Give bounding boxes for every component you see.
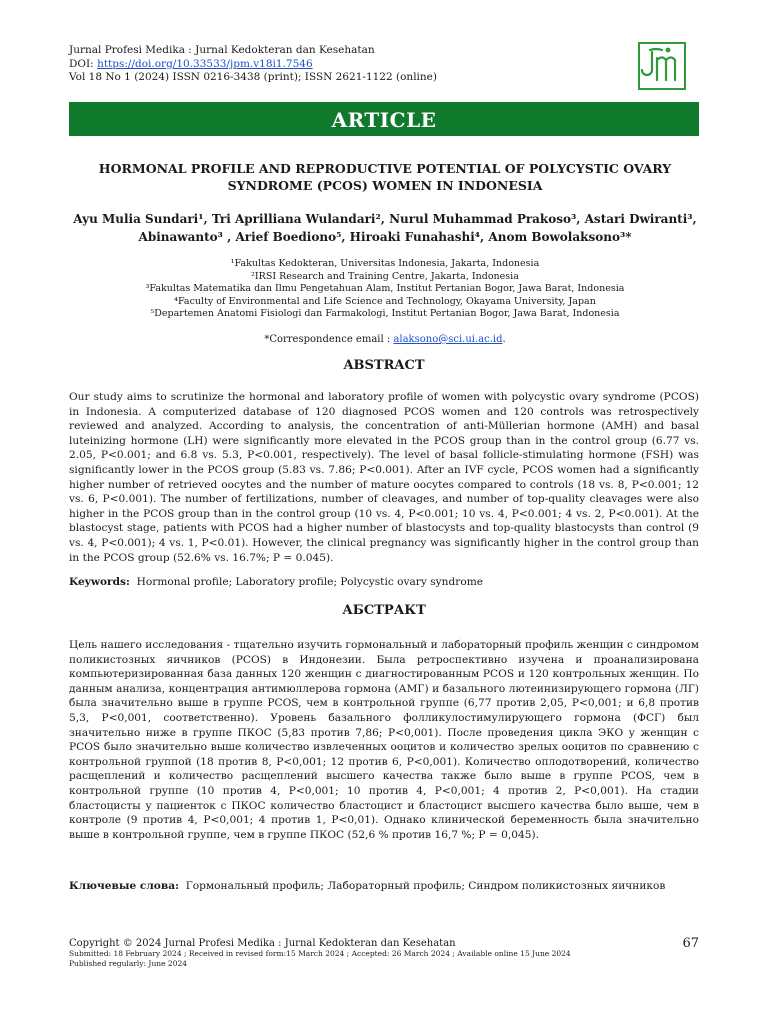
published-date: Published regularly: June 2024 xyxy=(69,958,188,968)
journal-logo-icon xyxy=(638,42,686,90)
keywords-text: Hormonal profile; Laboratory profile; Polycystic ovary syndrome xyxy=(136,576,484,588)
russian-keywords xyxy=(69,880,699,892)
correspondence-email-link[interactable]: alaksono@sci.ui.ac.id xyxy=(393,334,503,345)
doi-link[interactable]: https://doi.org/10.33533/jpm.v18i1.7546 xyxy=(97,57,313,70)
authors-line-1: Ayu Mulia Sundari¹, Tri Aprilliana Wulandari², Nurul Muhammad Prakoso³, Astari Dwiranti³, xyxy=(73,212,697,226)
journal-name: Jurnal Profesi Medika : Jurnal Kedokteran dan Kesehatan xyxy=(69,44,375,56)
doi-label: DOI: xyxy=(69,57,98,70)
paper-title: HORMONAL PROFILE AND REPRODUCTIVE POTENTIAL OF POLYCYSTIC OVARY SYNDROME (PCOS) WOMEN IN INDONESIA xyxy=(98,161,672,193)
russian-keywords-text: Гормональный профиль; Лабораторный профиль; Синдром поликистозных яичников xyxy=(185,880,666,892)
volume-info: Vol 18 No 1 (2024) ISSN 0216-3438 (print); ISSN 2621-1122 (online) xyxy=(69,71,437,83)
correspondence xyxy=(90,334,680,345)
affiliation-2: ²IRSI Research and Training Centre, Jakarta, Indonesia xyxy=(251,270,519,282)
affiliation-5: ⁵Departemen Anatomi Fisiologi dan Farmakologi, Institut Pertanian Bogor, Jawa Barat, Indonesia xyxy=(150,308,620,319)
author-list xyxy=(70,210,700,246)
correspondence-label: *Correspondence email : xyxy=(264,334,394,345)
affiliations xyxy=(90,258,680,321)
correspondence-end: . xyxy=(502,334,506,345)
russian-abstract-text: Цель нашего исследования - тщательно изучить гормональный и лабораторный профиль женщин с синдромом поликистозных яичников (PCOS) в Индонезии. Была ретроспективно изучена и проанализирована компьютеризированная база данных 120 женщин с диагностированным PCOS и 120 контрольных женщин. По данным анализа, концентрация антимюллерова гормона (АМГ) и базального лютеинизирующего гормона (ЛГ) была значительно выше в группе PCOS, чем в контрольной группе (6,77 против 2,05, P<0,001; и 6,8 против 5,3, P<0,001, соответственно). Уровень базального фолликулостимулирующего гормона (ФСГ) был значительно ниже в группе ПКОС (5,83 против 7,86; P<0,001). После проведения цикла ЭКО у женщин с PCOS было значительно выше количество извлеченных ооцитов и количество зрелых ооцитов по сравнению с контрольной группой (18 против 8, P<0,001; 12 против 6, P<0,001). Количество оплодотворений, количество расщеплений и количество расщеплений высшего качества также было выше в группе PCOS, чем в контрольной группе (10 против 4, P<0,001; 10 против 4, P<0,001; 4 против 2, P<0,001). На стадии бластоцисты у пациенток с ПКОС количество бластоцист и бластоцист высшего качества было выше, чем в контроле (9 против 4, P<0,001; 4 против 1, P<0,01). Однако клинической беременность была значительно выше в контрольной группе, чем в группе ПКОС (52,6 % против 16,7 %; P = 0,045). xyxy=(69,639,699,841)
page-footer xyxy=(69,938,699,968)
copyright: Copyright © 2024 Jurnal Profesi Medika : Jurnal Kedokteran dan Kesehatan xyxy=(69,938,456,949)
affiliation-4: ⁴Faculty of Environmental and Life Science and Technology, Okayama University, Japan xyxy=(174,295,596,307)
submission-dates: Submitted: 18 February 2024 ; Received in revised form:15 March 2024 ; Accepted: 26 March 2024 ; Available online 15 June 2024 xyxy=(69,949,571,958)
keywords xyxy=(69,576,699,588)
page-number: 67 xyxy=(682,936,699,951)
keywords-label: Keywords: xyxy=(69,576,130,588)
russian-abstract-heading: АБСТРАКТ xyxy=(342,603,426,618)
abstract-text: Our study aims to scrutinize the hormonal and laboratory profile of women with polycystic ovary syndrome (PCOS) in Indonesia. A computerized database of 120 diagnosed PCOS women and 120 controls was retrospectively reviewed and analyzed. According to analysis, the concentration of anti-Müllerian hormone (AMH) and basal luteinizing hormone (LH) were significantly more elevated in the PCOS group than in the control group (6.77 vs. 2.05, P<0.001; and 6.8 vs. 5.3, P<0.001, respectively). The level of basal follicle-stimulating hormone (FSH) was significantly lower in the PCOS group (5.83 vs. 7.86; P<0.001). After an IVF cycle, PCOS women had a significantly higher number of retrieved oocytes and the number of mature oocytes compared to controls (18 vs. 8, P<0.001; 12 vs. 6, P<0.001). The number of fertilizations, number of cleavages, and number of top-quality cleavages were also higher in the PCOS group than in the control group (10 vs. 4, P<0.001; 10 vs. 4, P<0.001; 4 vs. 2, P<0.001). At the blastocyst stage, patients with PCOS had a higher number of blastocysts and top-quality blastocysts than control (9 vs. 4, P<0.001); 4 vs. 1, P<0.01). However, the clinical pregnancy was significantly higher in the control group than in the PCOS group (52.6% vs. 16.7%; P = 0.045). xyxy=(69,391,699,564)
doi-line xyxy=(69,58,437,72)
stethoscope-logo-icon xyxy=(640,44,684,88)
russian-keywords-label: Ключевые слова: xyxy=(69,880,179,892)
affiliation-1: ¹Fakultas Kedokteran, Universitas Indonesia, Jakarta, Indonesia xyxy=(230,258,540,269)
article-banner: ARTICLE xyxy=(69,102,699,136)
journal-header xyxy=(69,44,437,85)
authors-line-2: Abinawanto³ , Arief Boediono⁵, Hiroaki Funahashi⁴, Anom Bowolaksono³* xyxy=(138,230,632,244)
affiliation-3: ³Fakultas Matematika dan Ilmu Pengetahuan Alam, Institut Pertanian Bogor, Jawa Barat, Indonesia xyxy=(145,283,625,294)
abstract-heading: ABSTRACT xyxy=(343,358,425,373)
